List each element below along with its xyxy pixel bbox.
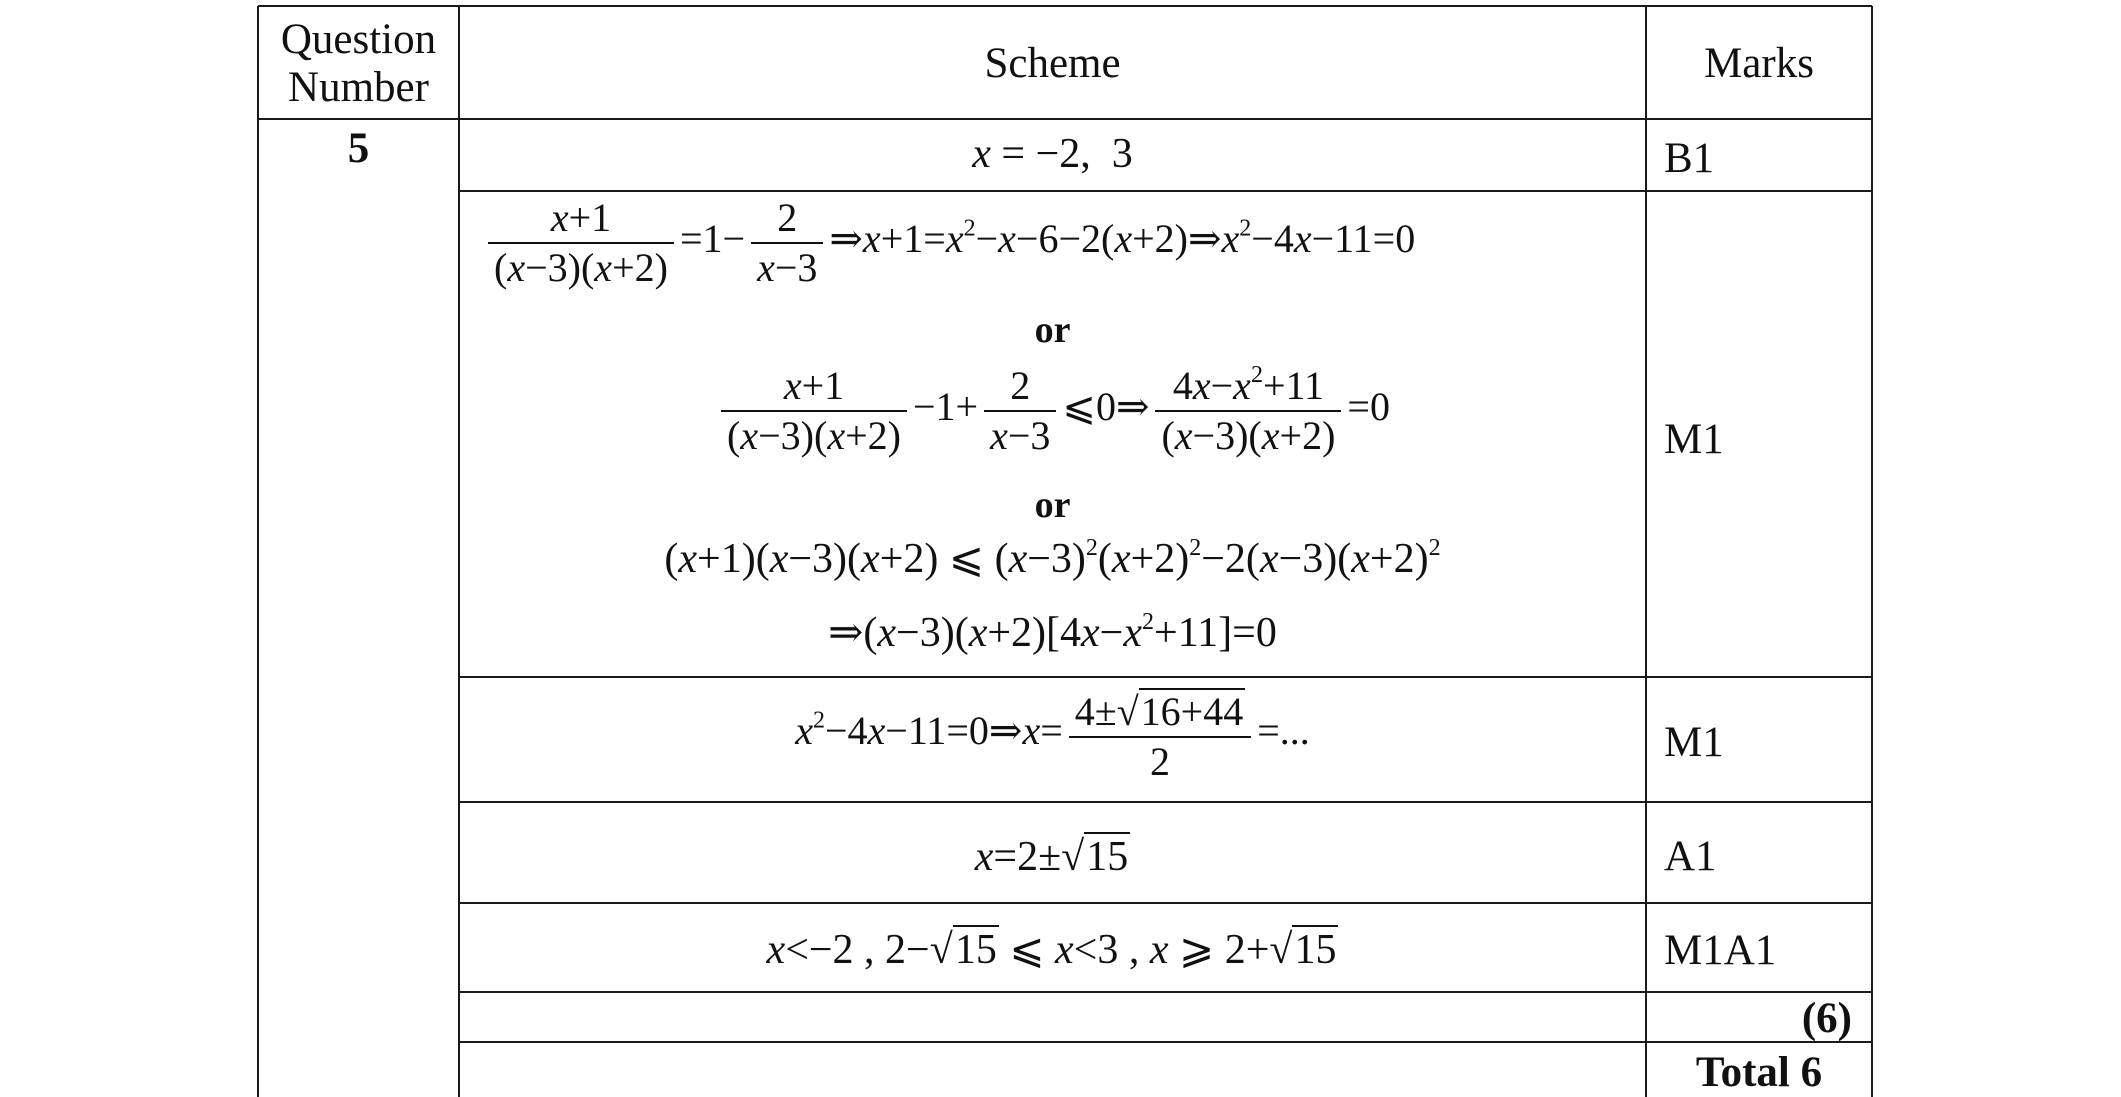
subtotal-marks: (6) [1801, 995, 1852, 1042]
scheme-row-2-line-1: $\frac{x+1}{(x-3)(x+2)}$ =1− $\frac{2}{x-3}$ $\Rightarrow x+1=x^2-x-6-2(x+2)\Rightarrow x^2-4x-11=0$ [482, 198, 1632, 288]
scheme-row-5: x<−2 , 2−√15 ⩽ x<3 , x ⩾ 2+√15 [766, 927, 1337, 973]
mark-row-3: M1 [1664, 719, 1724, 766]
scheme-row-2-line-2: $\frac{x+1}{(x-3)(x+2)}$ −1+ $\frac{2}{x-3}$ ⩽0⇒ $\frac{4x-x^2+11}{(x-3)(x+2)}$ =0 [459, 366, 1646, 456]
or-label-2: or [1034, 484, 1071, 526]
header-marks: Marks [1704, 40, 1814, 87]
total-marks: Total 6 [1695, 1049, 1823, 1096]
scheme-row-4: x=2±√15 [974, 834, 1129, 880]
header-question-number: Question Number [280, 16, 437, 111]
mark-row-5: M1A1 [1664, 927, 1777, 974]
or-label-1: or [1034, 309, 1071, 351]
mark-row-4: A1 [1664, 833, 1717, 880]
mark-row-1: B1 [1664, 135, 1715, 182]
scheme-row-2-line-3: (x+1)(x−3)(x+2) ⩽ $(x-3)^2(x+2)^2-2(x-3)(x+2)^2$ [664, 535, 1441, 582]
header-scheme: Scheme [984, 40, 1121, 87]
scheme-row-1: x = −2, 3 [972, 131, 1133, 177]
scheme-row-3: $x^2-4x-11=0\Rightarrow x=$ $\frac{4\pm√16+44}{2}$ =... [795, 689, 1310, 784]
question-number: 5 [347, 125, 370, 172]
scheme-row-2-line-4: $\Rightarrow(x-3)(x+2)[4x-x^2+11]=0$ [828, 609, 1277, 656]
mark-row-2: M1 [1664, 416, 1724, 463]
